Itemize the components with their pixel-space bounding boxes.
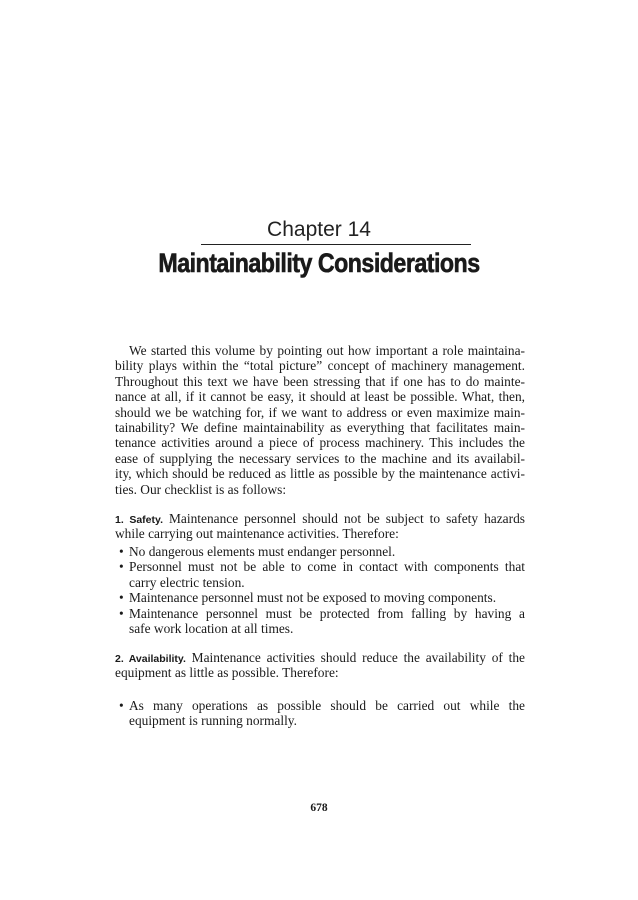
chapter-number: Chapter 14 <box>267 218 371 241</box>
text-line: Maintenance personnel must not be exposed to moving components. <box>129 590 497 606</box>
title-rule <box>201 244 471 245</box>
list-item <box>115 698 525 729</box>
text-line: equipment as little as possible. Therefore: <box>115 665 339 681</box>
text-line: We started this volume by pointing out how important a role maintaina- <box>129 343 525 358</box>
text-line: Maintenance personnel must be protected from falling by having a <box>129 605 525 621</box>
text-line: Maintenance activities should reduce the availability of the <box>191 650 525 665</box>
bullet-icon: • <box>119 698 124 713</box>
text-line: Maintenance personnel should not be subject to safety hazards <box>169 511 525 526</box>
safety-bullet-list <box>115 544 525 636</box>
section-safety <box>115 511 525 542</box>
text-line: As many operations as possible should be carried out while the <box>129 698 525 713</box>
text-line: while carrying out maintenance activities. Therefore: <box>115 526 399 542</box>
bullet-icon: • <box>119 605 124 621</box>
list-item <box>115 606 525 637</box>
list-item <box>115 544 525 559</box>
page-number: 678 <box>310 802 328 814</box>
text-line: ease of supplying the necessary services to the machine and its availabil- <box>115 450 525 466</box>
text-line: Throughout this text we have been stressing that if one has to do mainte- <box>115 373 525 389</box>
text-line: tenance activities around a piece of process machinery. This includes the <box>115 435 525 451</box>
section-availability <box>115 650 525 681</box>
text-line: nance at all, if it cannot be easy, it should at least be possible. What, then, <box>115 389 525 405</box>
section-heading: 2. Availability. <box>115 653 186 665</box>
text-line: Personnel must not be able to come in contact with components that <box>129 559 525 575</box>
list-item <box>115 559 525 590</box>
intro-paragraph <box>115 343 525 497</box>
bullet-icon: • <box>119 559 124 575</box>
bullet-icon: • <box>119 590 124 606</box>
text-line: safe work location at all times. <box>129 620 294 636</box>
text-line: tainability? We define maintainability as everything that facilitates main- <box>115 419 525 435</box>
text-line: equipment is running normally. <box>129 713 297 729</box>
text-line: bility plays within the “total picture” concept of machinery management. <box>115 358 525 374</box>
text-line: ity, which should be reduced as little as possible by the maintenance activi- <box>115 466 525 482</box>
text-line: should we be watching for, if we want to address or even maximize main- <box>115 404 525 420</box>
text-line: No dangerous elements must endanger personnel. <box>129 544 396 559</box>
text-line: carry electric tension. <box>129 574 245 590</box>
chapter-title: Maintainability Considerations <box>158 248 480 278</box>
bullet-icon: • <box>119 544 124 559</box>
availability-bullet-list <box>115 698 525 729</box>
text-line: ties. Our checklist is as follows: <box>115 481 287 497</box>
list-item <box>115 590 525 605</box>
section-heading: 1. Safety. <box>115 514 163 526</box>
